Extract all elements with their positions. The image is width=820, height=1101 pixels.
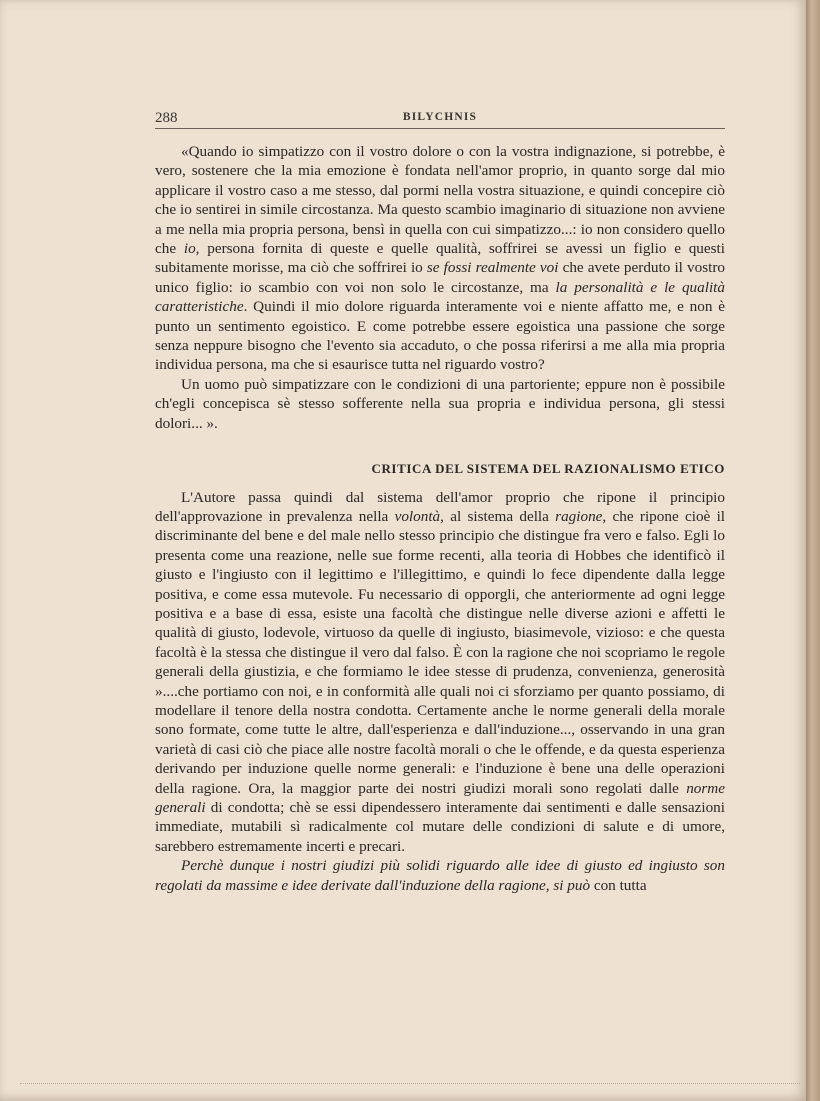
paragraph-final: Perchè dunque i nostri giudizi più solidi riguardo alle idee di giusto ed ingiusto son regolati da massime e idee derivate dall'induzione della ragione, si può con tutta bbox=[155, 857, 725, 894]
page-header bbox=[155, 108, 725, 130]
section-title: CRITICA DEL SISTEMA DEL RAZIONALISMO ETICO bbox=[371, 461, 725, 477]
header-rule bbox=[155, 128, 725, 130]
running-head: BILYCHNIS bbox=[402, 111, 478, 123]
page-edge-shadow bbox=[806, 0, 820, 1101]
page-number: 288 bbox=[155, 110, 178, 126]
page-bottom-edge bbox=[20, 1083, 800, 1085]
paragraph-reason: L'Autore passa quindi dal sistema dell'amor proprio che ripone il principio dell'approvazione in prevalenza nella volontà, al sistema della ragione, che ripone cioè il discriminante del bene e del male nello stesso principio che distingue fra vero e falso. Egli lo presenta come una reazione, nelle sue forme recenti, alla teoria di Hobbes che identificò il giusto e l'ingiusto con il legittimo e l'illegittimo, e quindi lo fece dipendente dalla legge positiva, e come essa mutevole. Fu necessario di opporgli, che anteriormente ad ogni legge positiva e a base di essa, esiste una facoltà che distingue nelle diverse azioni e affetti le qualità di giusto, lodevole, virtuoso da quelle di ingiusto, biasimevole, vizioso: e che questa facoltà è la stessa che distingue il vero dal falso. È con la ragione che noi scopriamo le regole generali della giustizia, e che formiamo le idee stesse di prudenza, convenienza, generosità »....che portiamo con noi, e in conformità alle quali noi ci sforziamo per quanto possiamo, di modellare il tenore della nostra condotta. Certamente anche le norme generali della morale sono formate, come tutte le altre, dall'esperienza e dall'induzione..., osservando in una gran varietà di casi ciò che piace alle nostre facoltà morali o che le offende, e da questa esperienza derivando per induzione quelle norme generali: e l'induzione è bene una delle operazioni della ragione. Ora, la maggior parte dei nostri giudizi morali sono regolati dalle norme generali di condotta; chè se essi dipendessero interamente dai sentimenti e dalle sensazioni immediate, mutabili sì radicalmente col mutare delle condizioni di salute e di umore, sarebbero estremamente incerti e precari. bbox=[155, 488, 726, 855]
body-text bbox=[155, 142, 725, 895]
paragraph-quote: «Quando io simpatizzo con il vostro dolore o con la vostra indignazione, si potrebbe, è vero, sostenere che la mia emozione è fondata nell'amor proprio, in quanto sorge dal mio applicare il vostro caso a me stesso, dal pormi nella vostra situazione, e quindi concepire ciò che io sentirei in simile circostanza. Ma questo scambio imaginario di situazione non avviene a me nella mia propria persona, bensì in quella con cui simpatizzo...: io non considero quello che io, persona fornita di queste e quelle qualità, soffrirei se avessi un figlio e questi subitamente morisse, ma ciò che soffrirei io se fossi realmente voi che avete perduto il vostro unico figlio: io scambio con voi non solo le circostanze, ma la personalità e le qualità caratteristiche. Quindi il mio dolore riguarda interamente voi e niente affatto me, e non è punto un sentimento egoistico. E come potrebbe essere egoistica una passione che sorge senza neppure bisogno che l'evento sia accaduto, o che possa riferirsi a me alla mia propria individua persona, ma che si esaurisce tutta nel riguardo vostro? bbox=[155, 143, 725, 374]
paragraph-quote-end: Un uomo può simpatizzare con le condizioni di una partoriente; eppure non è possibile ch'egli concepisca sè stesso sofferente nella sua propria e individua persona, gli stessi dolori... ». bbox=[155, 375, 725, 432]
